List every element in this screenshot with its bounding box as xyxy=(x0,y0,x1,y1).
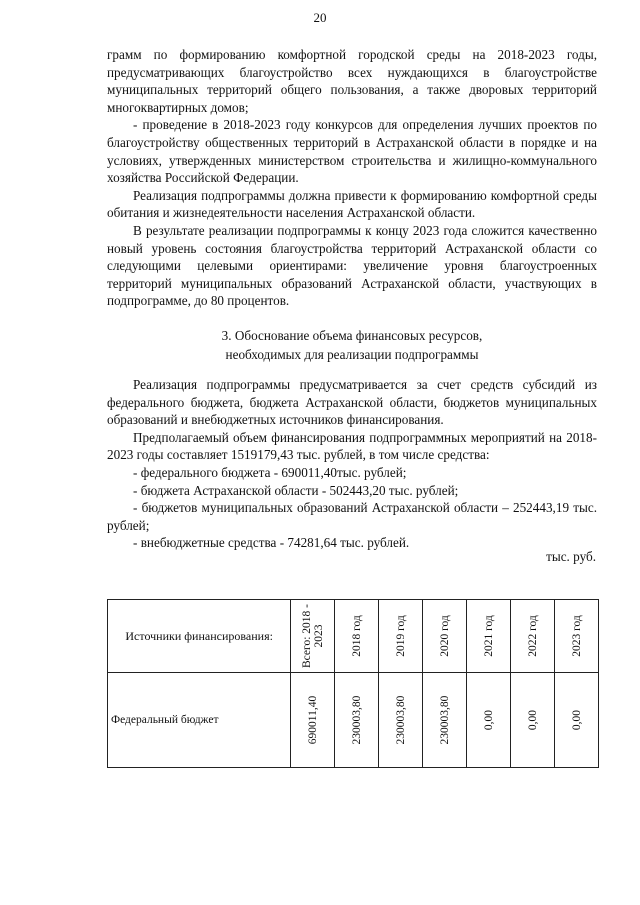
section-title-line: 3. Обоснование объема финансовых ресурсов, xyxy=(221,328,483,343)
paragraph: Реализация подпрограммы должна привести к формированию комфортной среды обитания и жизнедеятельности населения Астраханской области. xyxy=(107,187,597,221)
paragraph: - проведение в 2018-2023 году конкурсов для определения лучших проектов по благоустройству общественных территорий в Астраханской области в порядке и на условиях, утвержденных министерством строительства и жилищно-коммунального хозяйства Российской Федерации. xyxy=(107,117,597,186)
header-year: 2022 год xyxy=(511,600,555,673)
section-title xyxy=(107,326,597,364)
list-item: - бюджетов муниципальных образований Астраханской области – 252443,19 тыс. рублей; xyxy=(107,500,597,533)
page-number: 20 xyxy=(313,10,327,25)
list-item: - бюджета Астраханской области - 502443,20 тыс. рублей; xyxy=(133,482,459,498)
header-year: 2020 год xyxy=(423,600,467,673)
row-source: Федеральный бюджет xyxy=(108,673,291,768)
header-total: Всего: 2018 - 2023 xyxy=(291,600,335,673)
body-text-bottom xyxy=(107,376,597,552)
units-label: тыс. руб. xyxy=(546,549,596,564)
body-text-top xyxy=(107,46,597,310)
table-row xyxy=(108,673,599,768)
row-value: 230003,80 xyxy=(423,673,467,768)
paragraph: Предполагаемый объем финансирования подпрограммных мероприятий на 2018-2023 годы составляет 1519179,43 тыс. рублей, в том числе средства: xyxy=(107,429,597,463)
row-value: 0,00 xyxy=(555,673,599,768)
header-year: 2023 год xyxy=(555,600,599,673)
paragraph: грамм по формированию комфортной городской среды на 2018-2023 годы, предусматривающих благоустройство всех нуждающихся в благоустройстве муниципальных территорий общего пользования, а также дворовых территорий многоквартирных домов; xyxy=(107,47,597,115)
section-title-line: необходимых для реализации подпрограммы xyxy=(225,347,479,362)
header-year: 2019 год xyxy=(379,600,423,673)
row-value: 230003,80 xyxy=(335,673,379,768)
table-header-row xyxy=(108,600,599,673)
row-value: 230003,80 xyxy=(379,673,423,768)
row-value: 0,00 xyxy=(511,673,555,768)
paragraph: Реализация подпрограммы предусматривается за счет средств субсидий из федерального бюджета, бюджета Астраханской области, бюджетов муниципальных образований и внебюджетных источников финансирования. xyxy=(107,377,597,428)
list-item: - внебюджетные средства - 74281,64 тыс. рублей. xyxy=(133,535,410,551)
row-value: 0,00 xyxy=(467,673,511,768)
header-source: Источники финансирования: xyxy=(108,600,291,673)
header-year: 2021 год xyxy=(467,600,511,673)
list-item: - федерального бюджета - 690011,40тыс. рублей; xyxy=(133,464,407,480)
header-year: 2018 год xyxy=(335,600,379,673)
row-total: 690011,40 xyxy=(291,673,335,768)
paragraph: В результате реализации подпрограммы к концу 2023 года сложится качественно новый уровень состояния благоустройства территорий Астраханской области со следующими целевыми ориентирами: увеличение уровня благоустроенных территорий муниципальных образований Астраханской области, участвующих в подпрограмме, до 80 процентов. xyxy=(107,222,597,309)
financing-table xyxy=(107,599,599,768)
